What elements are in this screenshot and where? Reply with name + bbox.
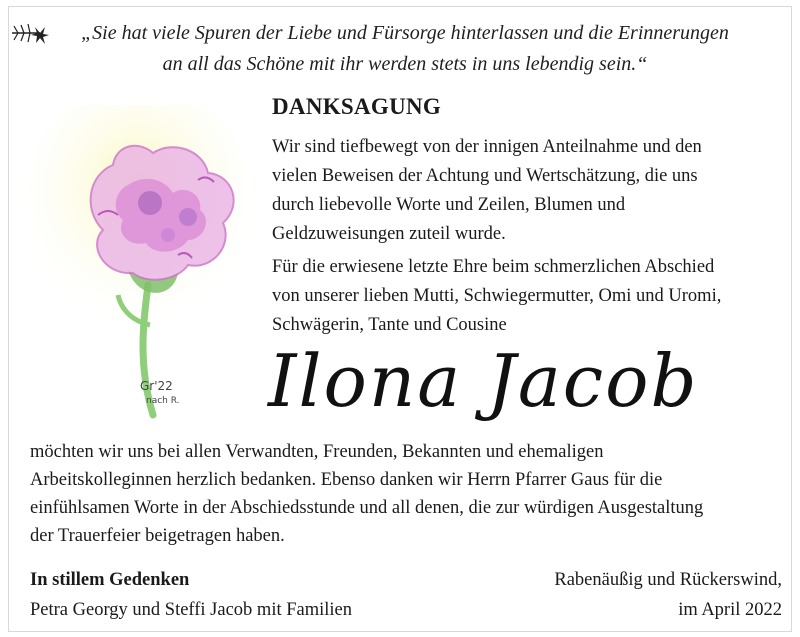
date-text: im April 2022 xyxy=(678,600,782,620)
text-line: Schwägerin, Tante und Cousine xyxy=(272,315,507,335)
svg-text:nach R.: nach R. xyxy=(146,396,180,406)
svg-text:Gr'22: Gr'22 xyxy=(140,379,173,393)
deceased-name: Ilona Jacob xyxy=(268,339,699,423)
thanks-paragraph-2 xyxy=(272,253,782,340)
carnation-flower-drawing xyxy=(28,105,268,430)
thanks-paragraph-3 xyxy=(30,438,780,550)
text-line: Geldzuweisungen zuteil wurde. xyxy=(272,224,506,244)
page-title: DANKSAGUNG xyxy=(272,94,442,119)
text-line: einfühlsamen Worte in der Abschiedsstunde und all denen, die zur würdigen Ausgestaltung xyxy=(30,498,704,518)
text-line: der Trauerfeier beigetragen haben. xyxy=(30,526,285,546)
text-line: Arbeitskolleginnen herzlich bedanken. Ebenso danken wir Herrn Pfarrer Gaus für die xyxy=(30,470,663,490)
place-text: Rabenäußig und Rückerswind, xyxy=(554,570,782,590)
text-line: durch liebevolle Worte und Zeilen, Blumen und xyxy=(272,195,626,215)
text-line: vielen Beweisen der Achtung und Wertschätzung, die uns xyxy=(272,166,698,186)
text-line: von unserer lieben Mutti, Schwiegermutter, Omi und Uromi, xyxy=(272,286,722,306)
thanks-paragraph-1 xyxy=(272,133,782,249)
text-line: möchten wir uns bei allen Verwandten, Freunden, Bekannten und ehemaligen xyxy=(30,442,604,462)
branch-ornament-icon xyxy=(10,20,50,46)
signature-title: In stillem Gedenken xyxy=(30,570,190,590)
text-line: Für die erwiesene letzte Ehre beim schmerzlichen Abschied xyxy=(272,257,715,277)
signature-block xyxy=(30,565,352,625)
place-date-block xyxy=(554,565,782,625)
signature-names: Petra Georgy und Steffi Jacob mit Familien xyxy=(30,600,352,620)
quote-line-1: „Sie hat viele Spuren der Liebe und Fürsorge hinterlassen und die Erinnerungen xyxy=(81,22,729,44)
memorial-quote xyxy=(55,18,755,80)
quote-line-2: an all das Schöne mit ihr werden stets in uns lebendig sein.“ xyxy=(162,53,648,75)
text-line: Wir sind tiefbewegt von der innigen Anteilnahme und den xyxy=(272,137,702,157)
